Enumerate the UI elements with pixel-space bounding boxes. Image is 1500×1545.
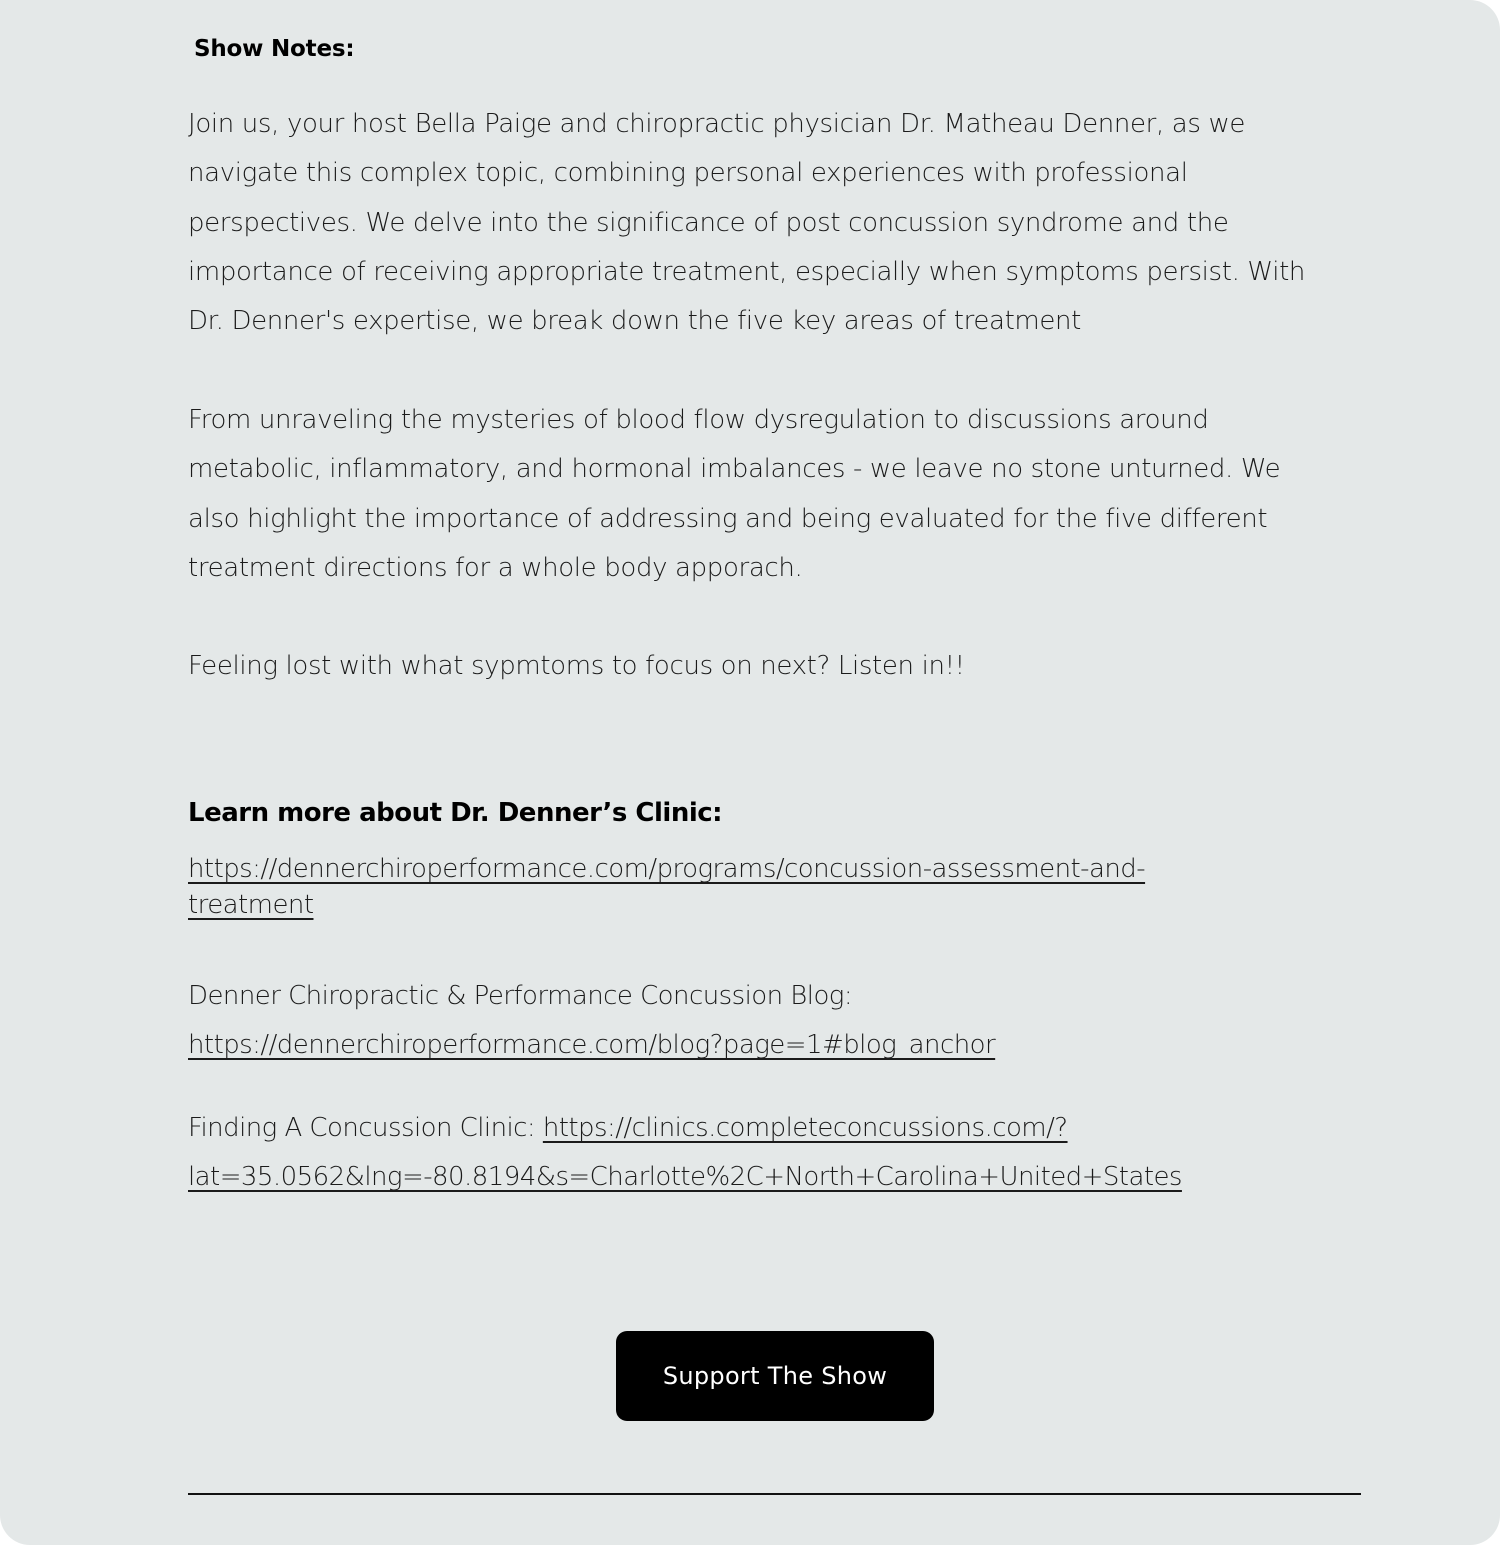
clinic-finder-label: Finding A Concussion Clinic: xyxy=(188,1113,543,1143)
blog-resource xyxy=(188,978,1328,1063)
blog-label: Denner Chiropractic & Performance Concussion Blog: xyxy=(188,981,853,1011)
clinic-link-continued[interactable] xyxy=(188,887,1328,923)
clinic-link-line-2: treatment xyxy=(188,890,314,920)
clinic-link[interactable] xyxy=(188,851,1328,887)
show-notes-paragraph-intro: Join us, your host Bella Paige and chiropractic physician Dr. Matheau Denner, as we navigate this complex topic, combining personal experiences with professional perspectives. We delve into the significance of post concussion syndrome and the importance of receiving appropriate treatment, especially when symptoms persist. With Dr. Denner's expertise, we break down the five key areas of treatment xyxy=(188,109,1306,337)
clinic-finder-resource xyxy=(188,1104,1348,1202)
clinic-link-line-1: https://dennerchiroperformance.com/programs/concussion-assessment-and- xyxy=(188,854,1146,884)
clinic-heading: Learn more about Dr. Denner’s Clinic: xyxy=(188,798,723,828)
clinic-link-block xyxy=(188,851,1328,923)
clinic-finder-link-line-2: lat=35.0562&lng=-80.8194&s=Charlotte%2C+North+Carolina+United+States xyxy=(188,1162,1182,1192)
show-notes-paragraph-cta: Feeling lost with what sypmtoms to focus on next? Listen in!! xyxy=(188,651,965,681)
section-divider xyxy=(188,1493,1361,1495)
support-the-show-button[interactable]: Support The Show xyxy=(616,1331,934,1421)
show-notes-heading: Show Notes: xyxy=(194,36,355,62)
show-notes-paragraph-topics: From unraveling the mysteries of blood flow dysregulation to discussions around metabolic, inflammatory, and hormonal imbalances - we leave no stone unturned. We also highlight the importance of addressing and being evaluated for the five different treatment directions for a whole body apporach. xyxy=(188,405,1281,583)
blog-link[interactable]: https://dennerchiroperformance.com/blog?page=1#blog_anchor xyxy=(188,1030,996,1060)
clinic-finder-link-line-1: https://clinics.completeconcussions.com/? xyxy=(542,1113,1068,1143)
